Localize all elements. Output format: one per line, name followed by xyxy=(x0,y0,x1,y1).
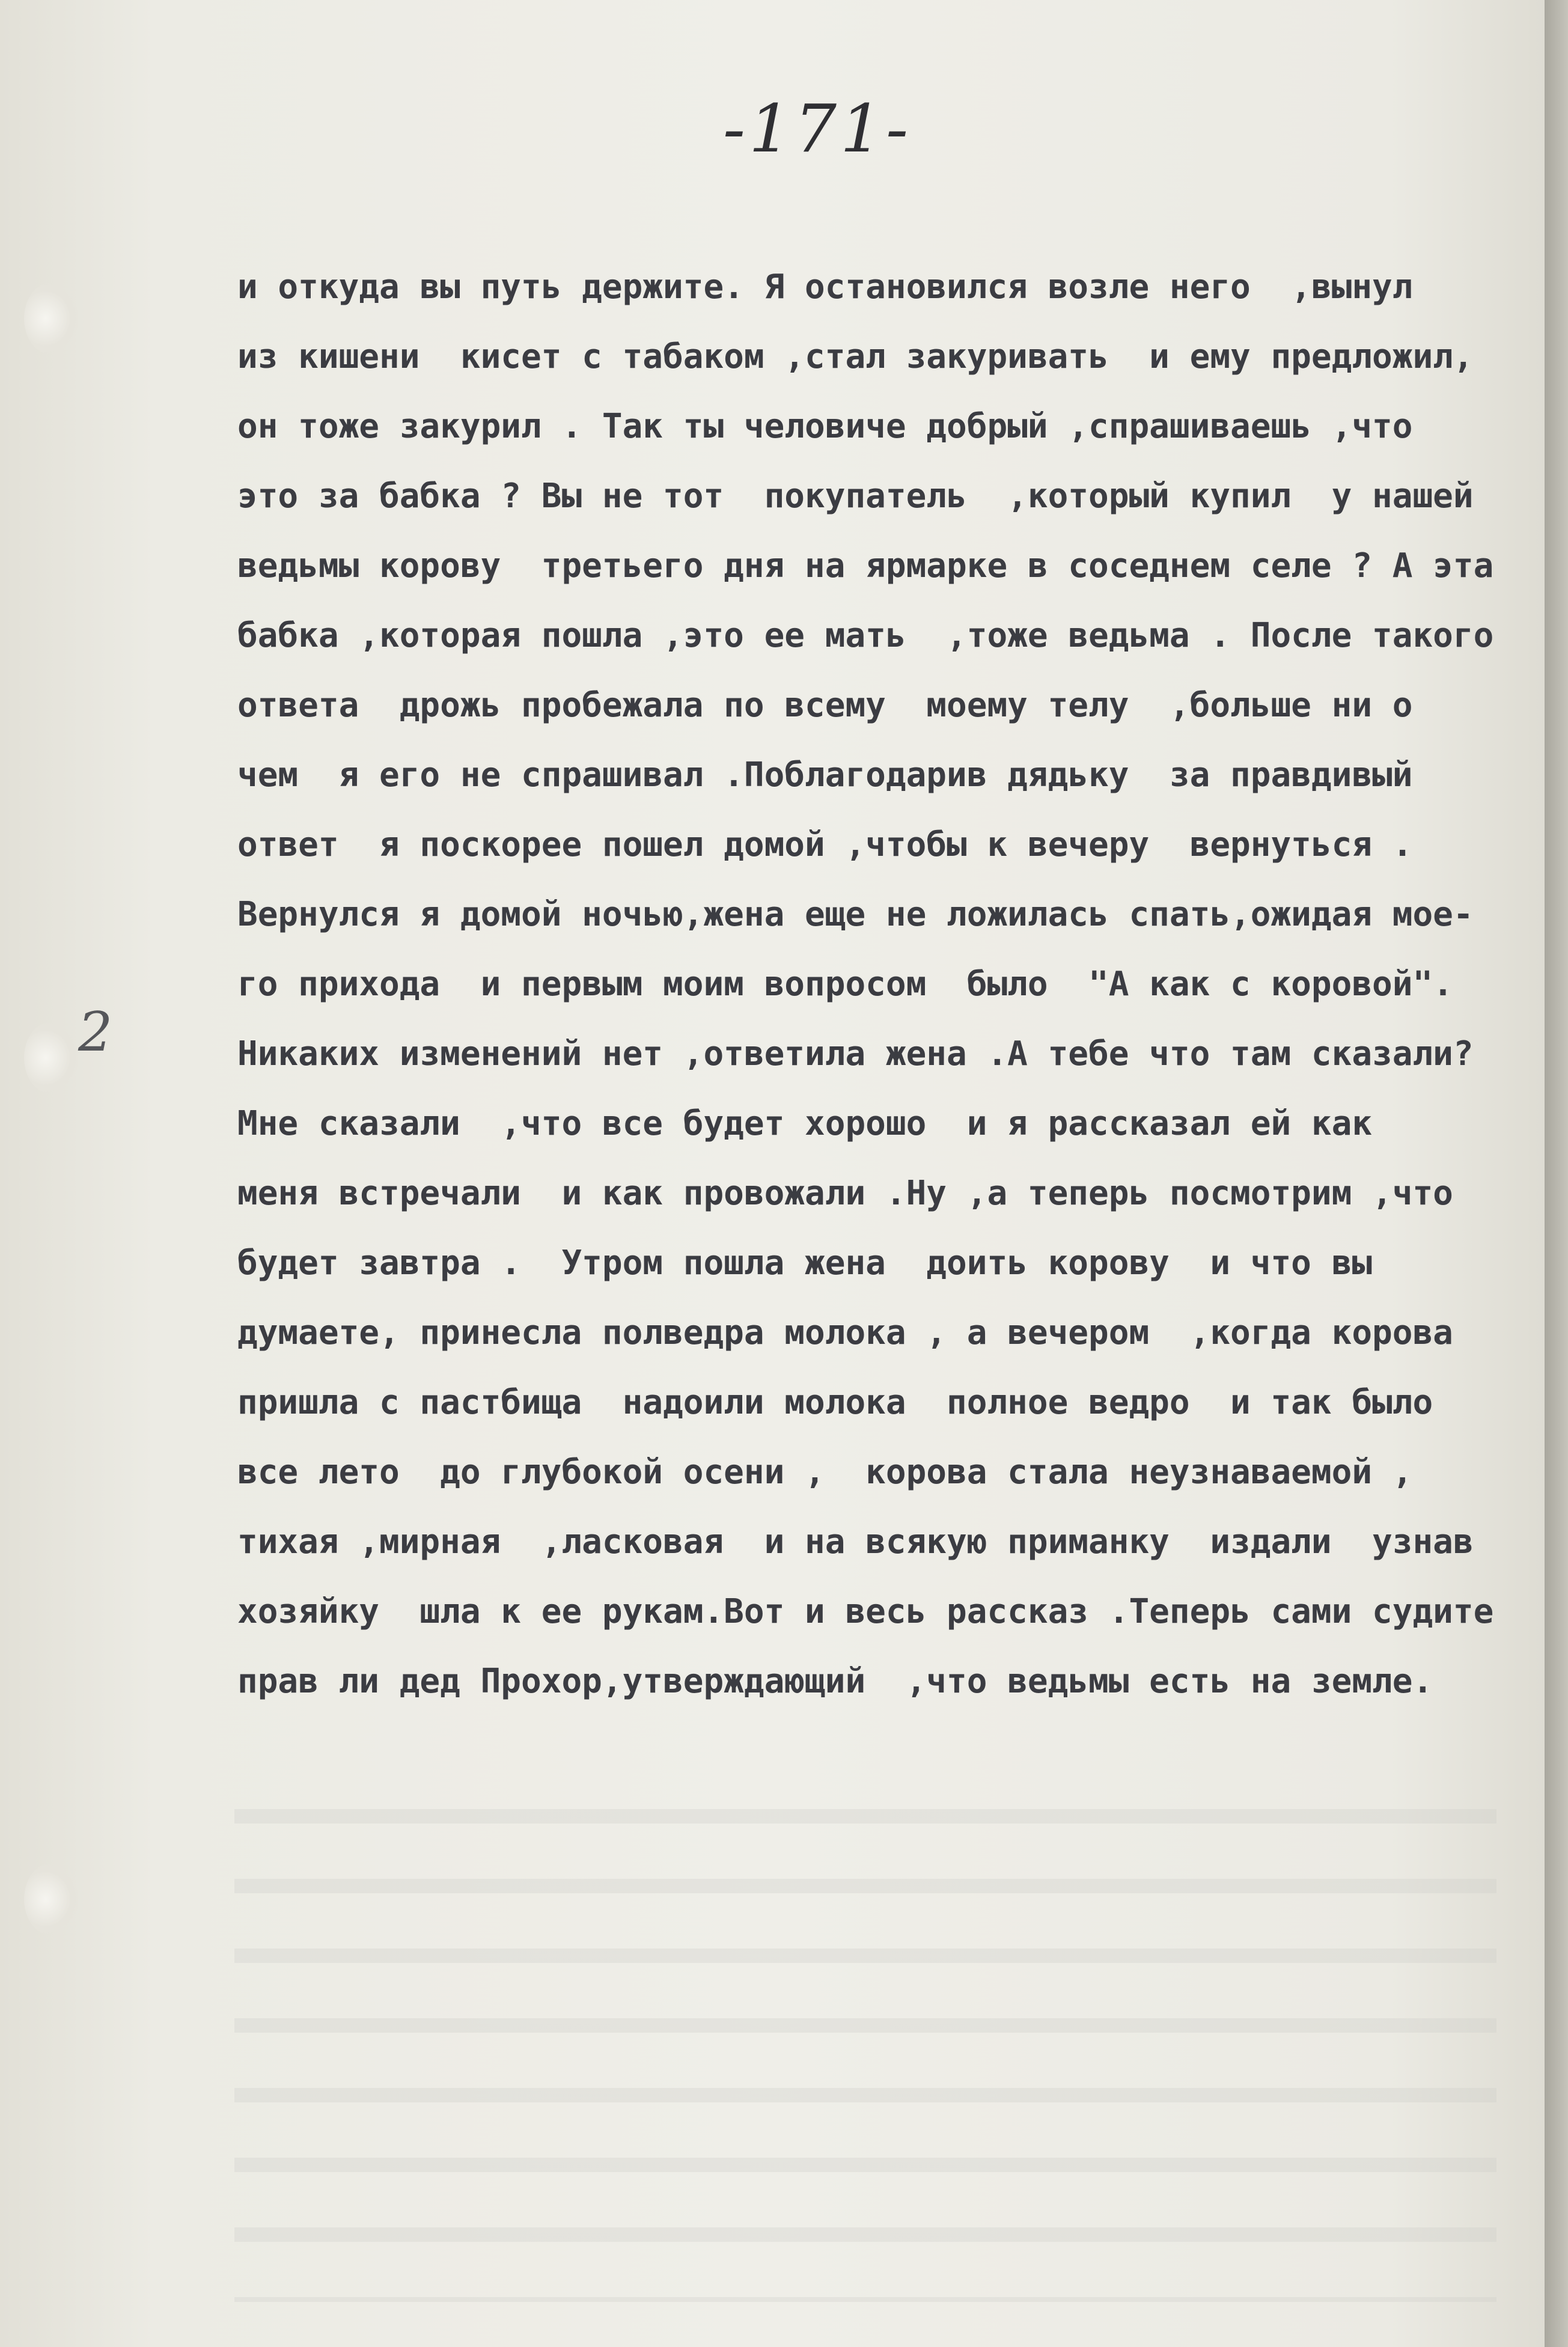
punch-hole-mark xyxy=(24,1022,78,1094)
page-edge-shadow xyxy=(1545,0,1568,2347)
text-line: чем я его не спрашивал .Поблагодарив дядьку за правдивый xyxy=(237,755,1413,795)
text-line: Мне сказали ,что все будет хорошо и я рассказал ей как xyxy=(237,1104,1373,1143)
text-line: будет завтра . Утром пошла жена доить корову и что вы xyxy=(237,1244,1373,1283)
page-number: -171- xyxy=(722,90,912,167)
text-line: ответа дрожь пробежала по всему моему телу ,больше ни о xyxy=(237,686,1413,725)
text-line: все лето до глубокой осени , корова стала неузнаваемой , xyxy=(237,1453,1413,1492)
text-line: это за бабка ? Вы не тот покупатель ,который купил у нашей xyxy=(237,477,1474,516)
text-line: хозяйку шла к ее рукам.Вот и весь рассказ .Теперь сами судите xyxy=(237,1592,1494,1631)
text-line: Вернулся я домой ночью,жена еще не ложилась спать,ожидая мое- xyxy=(237,895,1474,934)
text-line: думаете, принесла полведра молока , а вечером ,когда корова xyxy=(237,1313,1453,1352)
text-line: меня встречали и как провожали .Ну ,а теперь посмотрим ,что xyxy=(237,1174,1453,1213)
handwritten-margin-mark: 2 xyxy=(78,1001,113,1064)
text-line: тихая ,мирная ,ласковая и на всякую приманку издали узнав xyxy=(237,1522,1474,1561)
typed-text-body xyxy=(237,252,1545,1717)
text-line: пришла с пастбища надоили молока полное ведро и так было xyxy=(237,1383,1433,1422)
punch-hole-mark xyxy=(24,282,78,355)
text-line: ответ я поскорее пошел домой ,чтобы к вечеру вернуться . xyxy=(237,825,1413,864)
punch-hole-mark xyxy=(24,1863,78,1935)
text-line: бабка ,которая пошла ,это ее мать ,тоже ведьма . После такого xyxy=(237,616,1494,655)
show-through-text xyxy=(234,1761,1496,2302)
text-line: Никаких изменений нет ,ответила жена .А тебе что там сказали? xyxy=(237,1034,1474,1073)
text-line: из кишени кисет с табаком ,стал закуривать и ему предложил, xyxy=(237,337,1474,376)
text-line: прав ли дед Прохор,утверждающий ,что ведьмы есть на земле. xyxy=(237,1662,1433,1701)
text-line: ведьмы корову третьего дня на ярмарке в соседнем селе ? А эта xyxy=(237,546,1494,585)
text-line: он тоже закурил . Так ты человиче добрый ,спрашиваешь ,что xyxy=(237,407,1413,446)
text-line: го прихода и первым моим вопросом было "А как с коровой". xyxy=(237,965,1453,1004)
text-line: и откуда вы путь держите. Я остановился возле него ,вынул xyxy=(237,267,1413,307)
